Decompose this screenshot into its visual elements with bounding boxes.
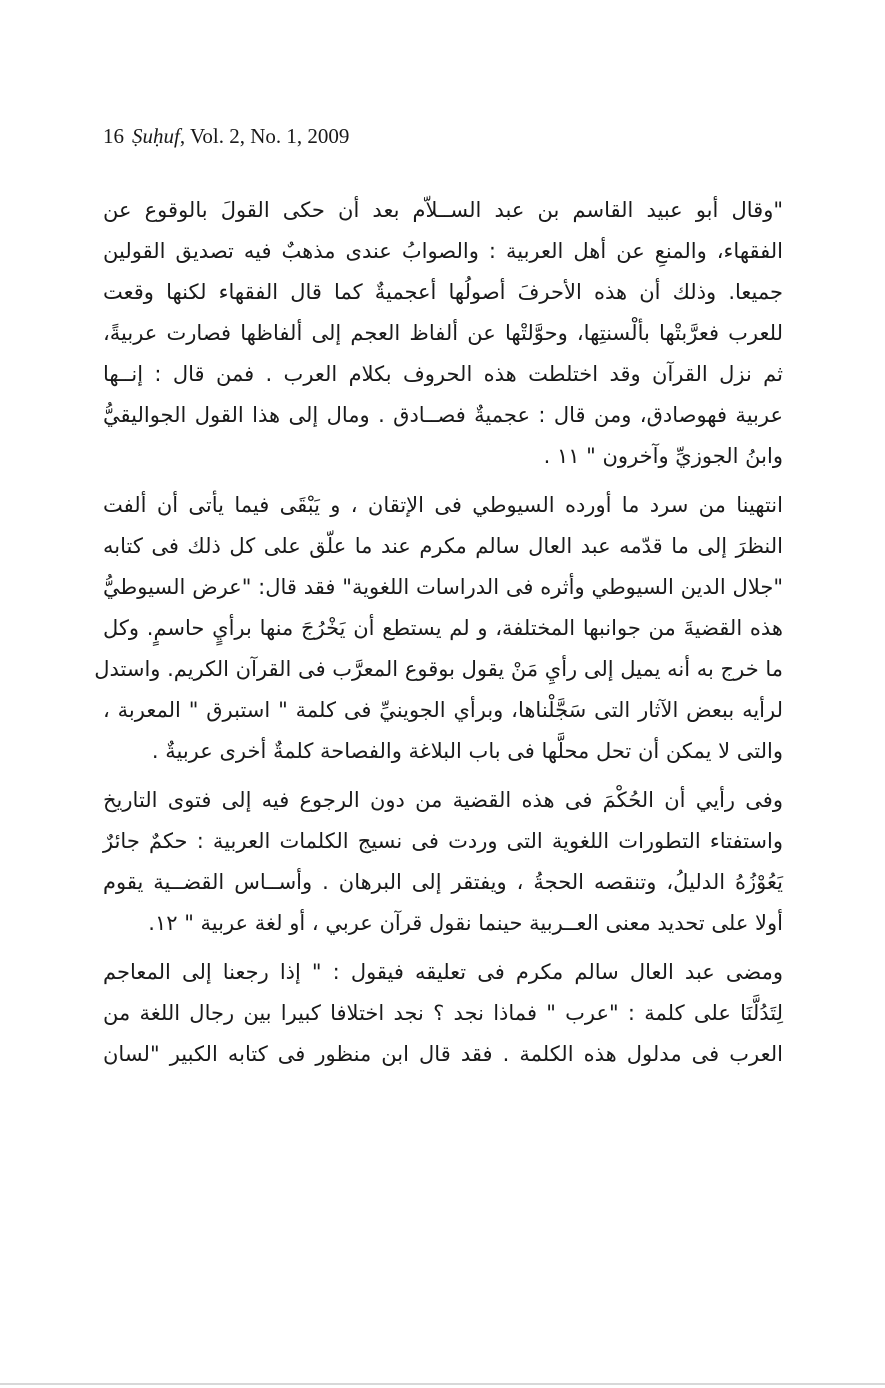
text-line: العرب فى مدلول هذه الكلمة . فقد قال ابن منظور فى كتابه الكبير "لسان [103, 1042, 783, 1066]
text-line: ما خرج به أنه يميل إلى رأيِ مَنْ يقول بوقوع المعرَّب فى القرآن الكريم. واستدل [94, 657, 783, 681]
text-line: وفى رأيي أن الحُكْمَ فى هذه القضية من دون الرجوع فيه إلى فتوى التاريخ [103, 788, 783, 812]
text-line: لرأيه ببعض الآثار التى سَجَّلْناها، وبرأي الجوينيِّ فى كلمة " استبرق " المعربة ، [103, 698, 783, 722]
text-line: والتى لا يمكن أن تحل محلَّها فى باب البلاغة والفصاحة كلمةٌ أخرى عربيةٌ . [151, 739, 783, 763]
paragraph-1 [103, 190, 783, 477]
text-line: ثم نزل القرآن وقد اختلطت هذه الحروف بكلام العرب . فمن قال : إنــها [103, 362, 783, 386]
text-line: جميعا. وذلك أن هذه الأحرفَ أصولُها أعجميةٌ كما قال الفقهاء لكنها وقعت [103, 280, 783, 304]
text-line: انتهينا من سرد ما أورده السيوطي فى الإتقان ، و يَبْقَى فيما يأتى أن ألفت [103, 493, 783, 517]
text-line: ومضى عبد العال سالم مكرم فى تعليقه فيقول : " إذا رجعنا إلى المعاجم [103, 960, 783, 984]
text-line: النظرَ إلى ما قدّمه عبد العال سالم مكرم عند ما علّق على كل ذلك فى كتابه [103, 534, 783, 558]
journal-title: Ṣuḥuf [132, 124, 180, 148]
paragraph-3 [103, 780, 783, 944]
text-line: للعرب فعرَّبتْها بألْسنتِها، وحوَّلتْها عن ألفاظ العجم إلى ألفاظها فصارت عربيةً، [103, 321, 783, 345]
paragraph-4 [103, 952, 783, 1075]
text-line: أولا على تحديد معنى العــربية حينما نقول قرآن عربي ، أو لغة عربية " ١٢. [148, 911, 783, 935]
text-line: يَعُوْزُهُ الدليلُ، وتنقصه الحجةُ ، ويفتقر إلى البرهان . وأســاس القضــية يقوم [103, 870, 783, 894]
text-line: عربية فهوصادق، ومن قال : عجميةٌ فصــادق . ومال إلى هذا القول الجواليقيُّ [103, 403, 783, 427]
text-line: "وقال أبو عبيد القاسم بن عبد الســلاّم بعد أن حكى القولَ بالوقوع عن [103, 198, 783, 222]
text-line: "جلال الدين السيوطي وأثره فى الدراسات اللغوية" فقد قال: "عرض السيوطيُّ [103, 575, 783, 599]
text-line: الفقهاء، والمنعِ عن أهل العربية : والصوابُ عندى مذهبٌ فيه تصديق القولين [103, 239, 783, 263]
paragraph-2 [94, 485, 783, 772]
text-line: هذه القضيةَ من جوانبها المختلفة، و لم يستطع أن يَخْرُجَ منها برأيٍ حاسمٍ. وكل [103, 616, 783, 640]
text-line: واستفتاء التطورات اللغوية التى وردت فى نسيج الكلمات العربية : حكمٌ جائرٌ [103, 829, 783, 853]
page-number: 16 [103, 124, 124, 148]
volume-info: , Vol. 2, No. 1, 2009 [179, 124, 350, 148]
running-header [103, 124, 349, 149]
article-body [94, 190, 783, 1083]
text-line: لِتَدُلَّنَا على كلمة : "عرب " فماذا نجد ؟ نجد اختلافا كبيرا بين رجال اللغة من [103, 1001, 783, 1025]
page-bottom-edge [0, 1383, 885, 1385]
text-line: وابنُ الجوزيِّ وآخرون " ١١ . [543, 444, 783, 468]
